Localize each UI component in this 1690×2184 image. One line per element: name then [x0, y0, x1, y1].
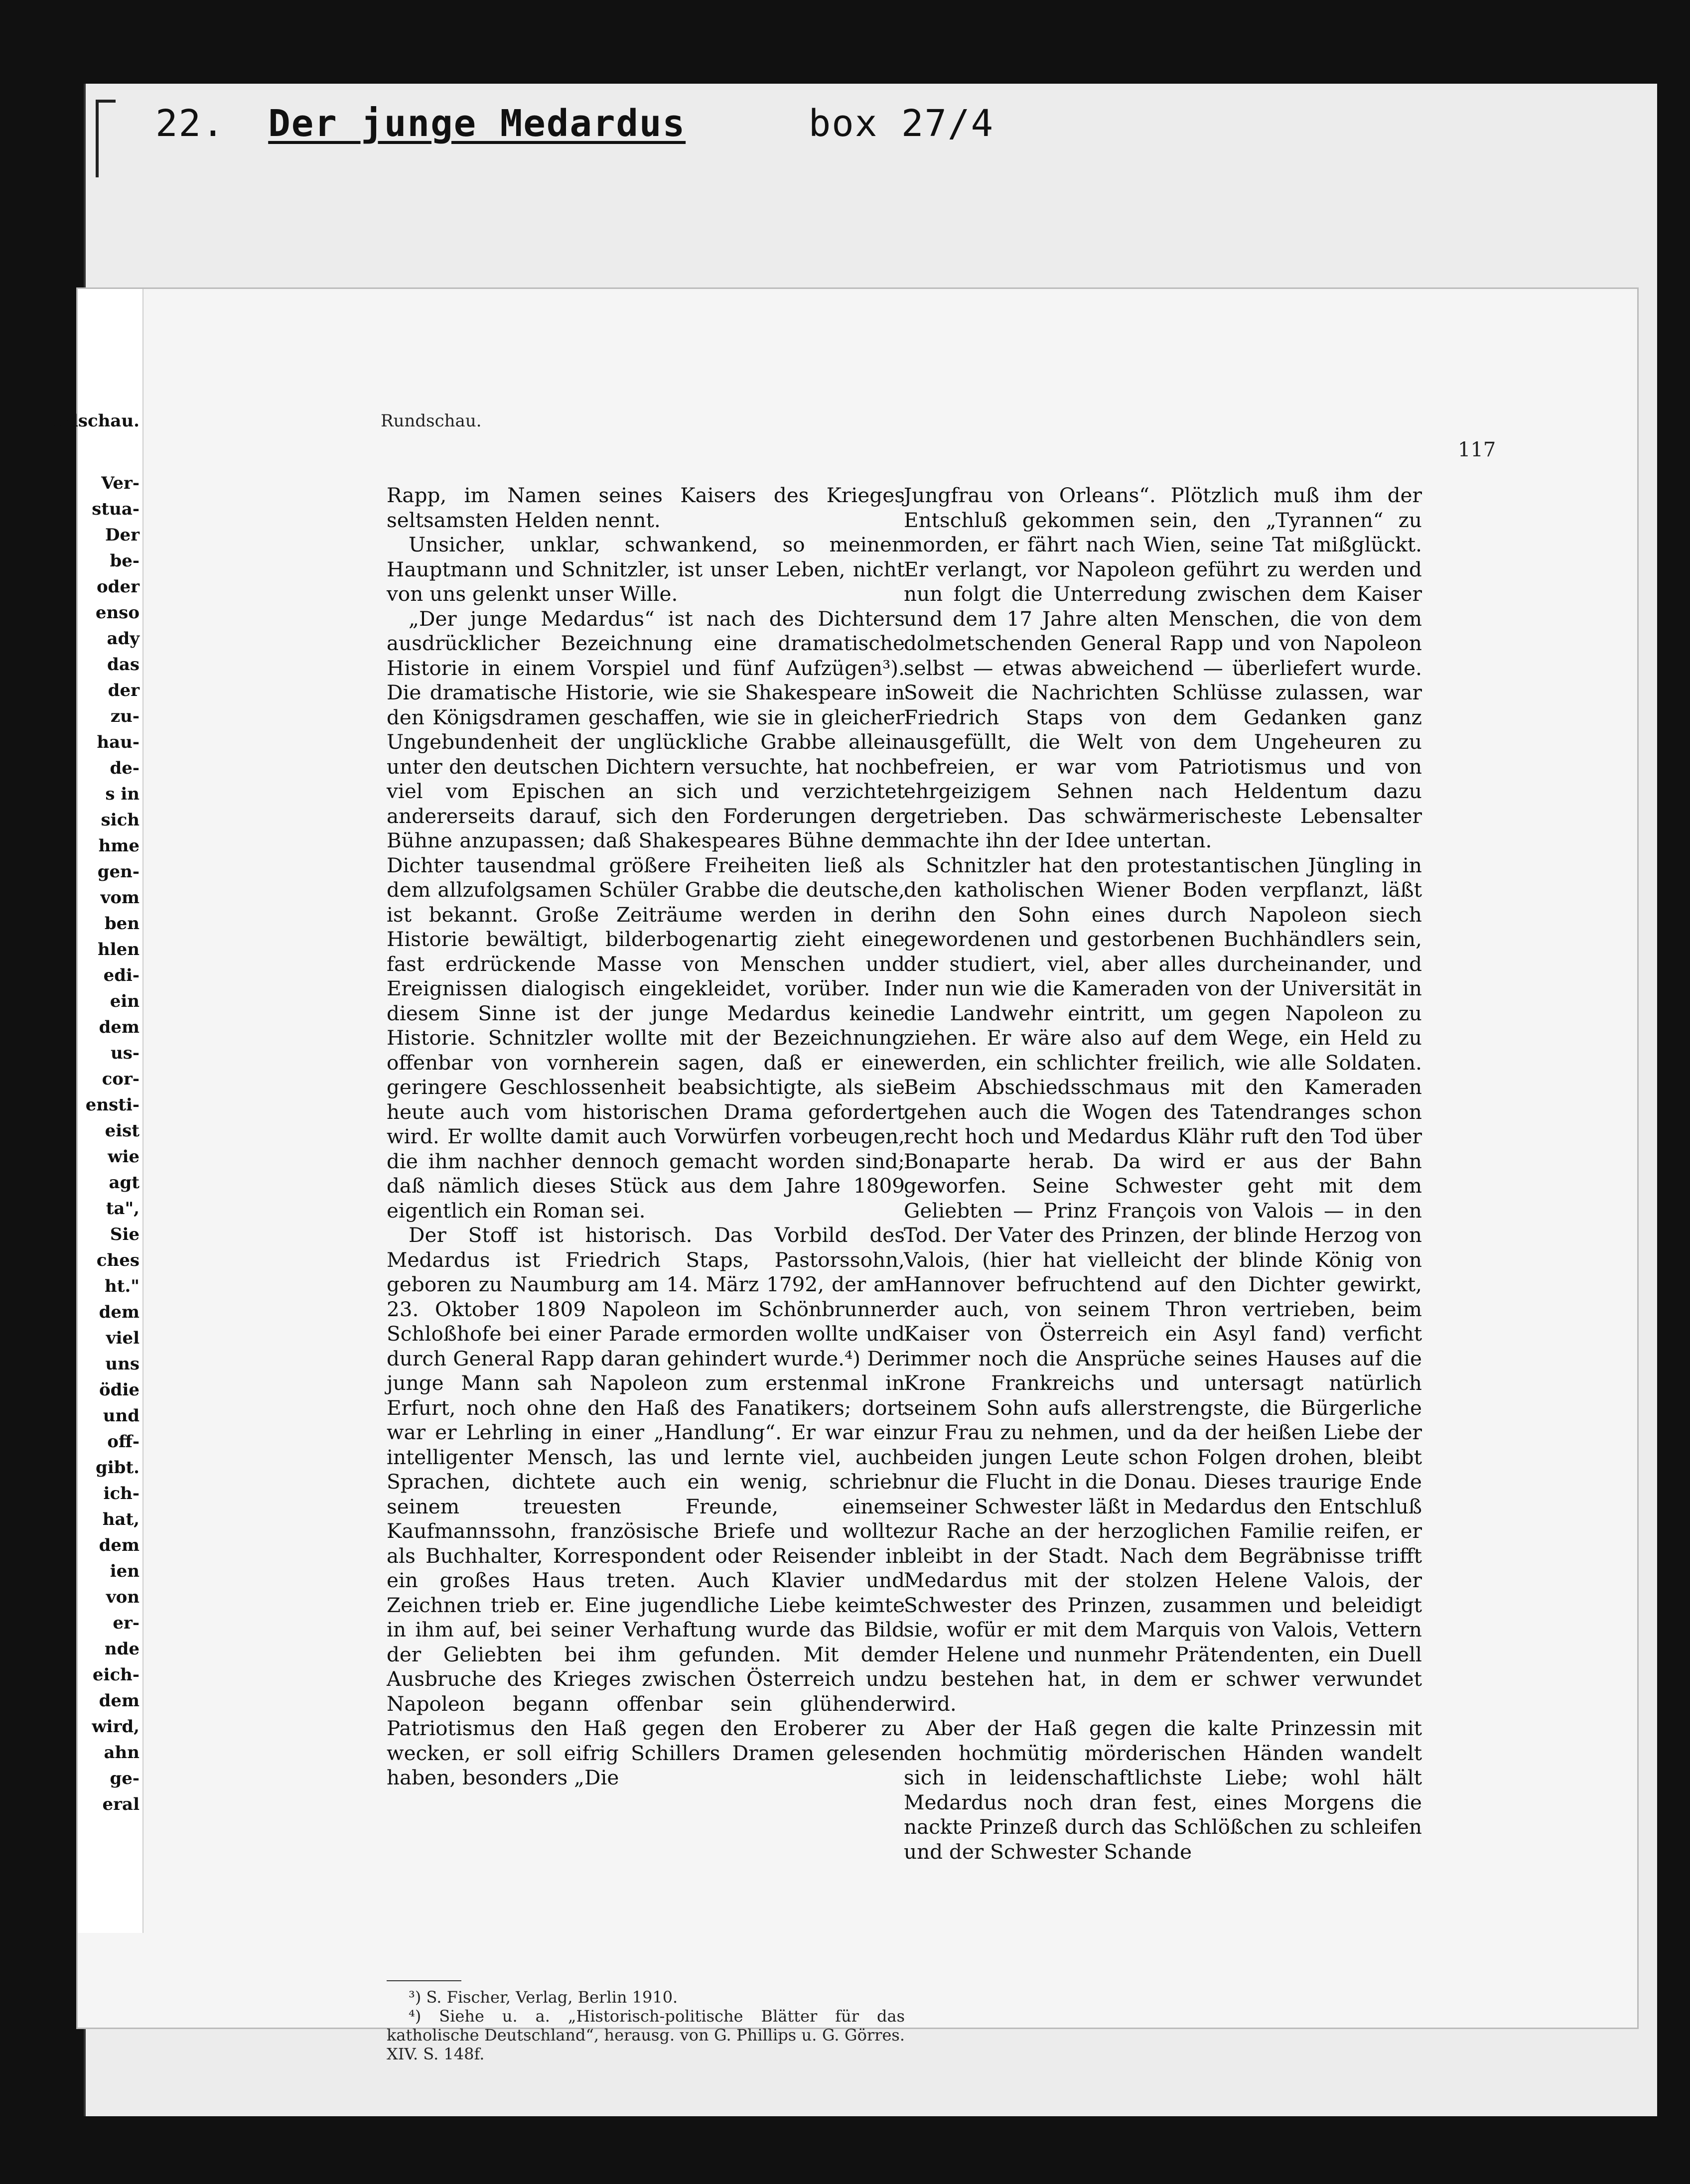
strip-word: ches	[96, 1250, 140, 1270]
strip-word: eich-	[92, 1665, 140, 1685]
strip-word: Ver-	[101, 473, 140, 493]
paragraph: Jungfrau von Orleans“. Plötzlich muß ihm der Entschluß gekommen sein, den „Tyrannen“ zu morden, er fährt nach Wien, seine Tat mißglückt. Er verlangt, vor Napoleon geführt zu werden und nun folgt die Unterredung zwischen dem Kaiser und dem 17 Jahre alten Menschen, die von dem dolmetschenden General Rapp und von Napoleon selbst — etwas abweichend — überliefert wurde. Soweit die Nachrichten Schlüsse zulassen, war Friedrich Staps von dem Gedanken ganz ausgefüllt, die Welt von dem Ungeheuren zu befreien, er war vom Patriotismus und von ehrgeizigem Sehnen nach Heldentum dazu getrieben. Das schwärmerischeste Lebensalter machte ihn der Idee untertan.	[904, 483, 1422, 852]
strip-word: ahn	[104, 1743, 140, 1763]
strip-word: oder	[97, 577, 140, 597]
archive-label	[155, 102, 994, 167]
text-column-left	[387, 483, 905, 1790]
strip-word: be-	[110, 551, 140, 571]
strip-word: dem	[99, 1302, 140, 1322]
strip-word: der	[108, 681, 140, 700]
strip-word: Rundschau.	[27, 411, 140, 431]
text-column-right	[904, 483, 1422, 1864]
running-head: Rundschau.	[381, 411, 482, 431]
strip-word: ht."	[105, 1276, 140, 1296]
archive-number: 22.	[155, 102, 225, 145]
strip-word: agt	[109, 1173, 140, 1193]
strip-word: Der	[105, 525, 140, 545]
strip-word: uns	[105, 1354, 140, 1374]
page-number: 117	[1458, 438, 1496, 461]
strip-word: ge-	[110, 1769, 140, 1788]
strip-word: Sie	[110, 1225, 140, 1244]
footnote-rule	[387, 1980, 461, 1981]
paragraph: Der Stoff ist historisch. Das Vorbild des Medardus ist Friedrich Staps, Pastorssohn, geboren zu Naumburg am 14. März 1792, der am 23. Oktober 1809 Napoleon im Schönbrunner Schloßhofe bei einer Parade ermorden wollte und durch General Rapp daran gehindert wurde.⁴) Der junge Mann sah Napoleon zum erstenmal in Erfurt, noch ohne den Haß des Fanatikers; dort war er Lehrling in einer „Handlung“. Er war ein intelligenter Mensch, las und lernte viel, auch Sprachen, dichtete auch ein wenig, schrieb seinem treuesten Freunde, einem Kaufmannssohn, französische Briefe und wollte als Buchhalter, Korrespondent oder Reisender in ein großes Haus treten. Auch Klavier und Zeichnen trieb er. Eine jugendliche Liebe keimte in ihm auf, bei seiner Verhaftung wurde das Bild der Geliebten bei ihm gefunden. Mit dem Ausbruche des Krieges zwischen Österreich und Napoleon begann offenbar sein glühender Patriotismus den Haß gegen den Eroberer zu wecken, er soll eifrig Schillers Dramen gelesen haben, besonders „Die	[387, 1223, 905, 1789]
footnote: ⁴) Siehe u. a. „Historisch-politische Blätter für das katholische Deutschland“, herausg. von G. Phillips u. G. Görres. XIV. S. 148f.	[387, 2007, 905, 2063]
paragraph: Aber der Haß gegen die kalte Prinzessin mit den hochmütig mörderischen Händen wandelt sich in leidenschaftlichste Liebe; wohl hält Medardus noch dran fest, eines Morgens die nackte Prinzeß durch das Schlößchen zu schleifen und der Schwester Schande	[904, 1716, 1422, 1864]
strip-word: hme	[98, 836, 140, 856]
strip-word: hlen	[98, 940, 140, 959]
paragraph: Schnitzler hat den protestantischen Jüngling in den katholischen Wiener Boden verpflanzt, läßt ihn den Sohn eines durch Napoleon siech gewordenen und gestorbenen Buchhändlers sein, der studiert, viel, aber alles durcheinander, und der nun wie die Kameraden von der Universität in die Landwehr eintritt, um gegen Napoleon zu ziehen. Er wäre also auf dem Wege, ein Held zu werden, ein schlichter freilich, wie alle Soldaten. Beim Abschiedsschmaus mit den Kameraden gehen auch die Wogen des Tatendranges schon recht hoch und Medardus Klähr ruft den Tod über Bonaparte herab. Da wird er aus der Bahn geworfen. Seine Schwester geht mit dem Geliebten — Prinz François von Valois — in den Tod. Der Vater des Prinzen, der blinde Herzog von Valois, (hier hat vielleicht der blinde König von Hannover befruchtend auf den Dichter gewirkt, der auch, von seinem Thron vertrieben, beim Kaiser von Österreich ein Asyl fand) verficht immer noch die Ansprüche seines Hauses auf die Krone Frankreichs und untersagt natürlich seinem Sohn aufs allerstrengste, die Bürgerliche zur Frau zu nehmen, und da der heißen Liebe der beiden jungen Leute schon Folgen drohen, bleibt nur die Flucht in die Donau. Dieses traurige Ende seiner Schwester läßt in Medardus den Entschluß zur Rache an der herzoglichen Familie reifen, er bleibt in der Stadt. Nach dem Begräbnisse trifft Medardus mit der stolzen Helene Valois, der Schwester des Prinzen, zusammen und beleidigt sie, wofür er mit dem Marquis von Valois, Vettern der Helene und nunmehr Prätendenten, ein Duell zu bestehen hat, in dem er schwer verwundet wird.	[904, 853, 1422, 1716]
strip-word: viel	[106, 1328, 140, 1348]
strip-word: hau-	[97, 732, 140, 752]
strip-word: stua-	[92, 499, 140, 519]
strip-word: ein	[110, 991, 140, 1011]
strip-word: edi-	[103, 965, 140, 985]
strip-word: eral	[102, 1794, 140, 1814]
strip-word: off-	[107, 1432, 140, 1452]
strip-word: us-	[111, 1043, 140, 1063]
strip-word: nde	[104, 1639, 140, 1659]
strip-word: sich	[101, 810, 140, 830]
clipping-page	[27, 289, 1637, 2063]
strip-word: gen-	[97, 862, 140, 882]
strip-word: dem	[99, 1691, 140, 1711]
footnotes	[387, 1988, 905, 2063]
strip-word: ben	[104, 914, 140, 934]
strip-word: ödie	[99, 1380, 140, 1400]
archive-title: Der junge Medardus	[268, 102, 686, 145]
strip-word: vom	[100, 888, 140, 908]
strip-word: eist	[105, 1121, 140, 1141]
strip-word: enso	[95, 603, 140, 623]
paragraph: Rapp, im Namen seines Kaisers des Krieges seltsamsten Helden nennt.	[387, 483, 905, 532]
strip-word: gibt.	[95, 1458, 140, 1478]
underlying-page-strip	[27, 289, 143, 1933]
strip-word: de-	[110, 758, 140, 778]
archive-box: box 27/4	[808, 102, 994, 145]
paragraph: „Der junge Medardus“ ist nach des Dichters ausdrücklicher Bezeichnung eine dramatische Historie in einem Vorspiel und fünf Aufzügen³). Die dramatische Historie, wie sie Shakespeare in den Königsdramen geschaffen, wie sie in gleicher Ungebundenheit der unglückliche Grabbe allein unter den deutschen Dichtern versuchte, hat noch viel vom Epischen an sich und verzichtet andererseits darauf, sich den Forderungen der Bühne anzupassen; daß Shakespeares Bühne dem Dichter tausendmal größere Freiheiten ließ als dem allzufolgsamen Schüler Grabbe die deutsche, ist bekannt. Große Zeiträume werden in der Historie bewältigt, bilderbogenartig zieht eine fast erdrückende Masse von Menschen und Ereignissen dialogisch eingekleidet, vorüber. In diesem Sinne ist der junge Medardus keine Historie. Schnitzler wollte mit der Bezeichnung offenbar von vornherein sagen, daß er eine geringere Geschlossenheit beabsichtigte, als sie heute auch vom historischen Drama gefordert wird. Er wollte damit auch Vorwürfen vorbeugen, die ihm nachher dennoch gemacht worden sind; daß nämlich dieses Stück aus dem Jahre 1809 eigentlich ein Roman sei.	[387, 606, 905, 1223]
strip-word: dem	[99, 1017, 140, 1037]
strip-word: von	[106, 1587, 140, 1607]
strip-word: ich-	[103, 1484, 140, 1503]
paragraph: Unsicher, unklar, schwankend, so meinen Hauptmann und Schnitzler, ist unser Leben, nicht von uns gelenkt unser Wille.	[387, 533, 905, 606]
strip-word: und	[103, 1406, 140, 1426]
strip-word: ensti-	[85, 1095, 140, 1115]
strip-word: ady	[107, 629, 140, 649]
strip-word: zu-	[110, 706, 140, 726]
corner-mark	[96, 100, 116, 177]
strip-word: das	[107, 655, 140, 675]
strip-word: wie	[108, 1147, 140, 1167]
strip-word: ta",	[106, 1199, 140, 1219]
strip-word: er-	[113, 1613, 140, 1633]
strip-word: dem	[99, 1535, 140, 1555]
strip-word: cor-	[102, 1069, 140, 1089]
strip-word: hat,	[102, 1509, 140, 1529]
strip-word: s in	[105, 784, 140, 804]
footnote: ³) S. Fischer, Verlag, Berlin 1910.	[409, 1988, 678, 2007]
strip-word: ien	[110, 1561, 140, 1581]
strip-word: wird,	[92, 1717, 140, 1737]
